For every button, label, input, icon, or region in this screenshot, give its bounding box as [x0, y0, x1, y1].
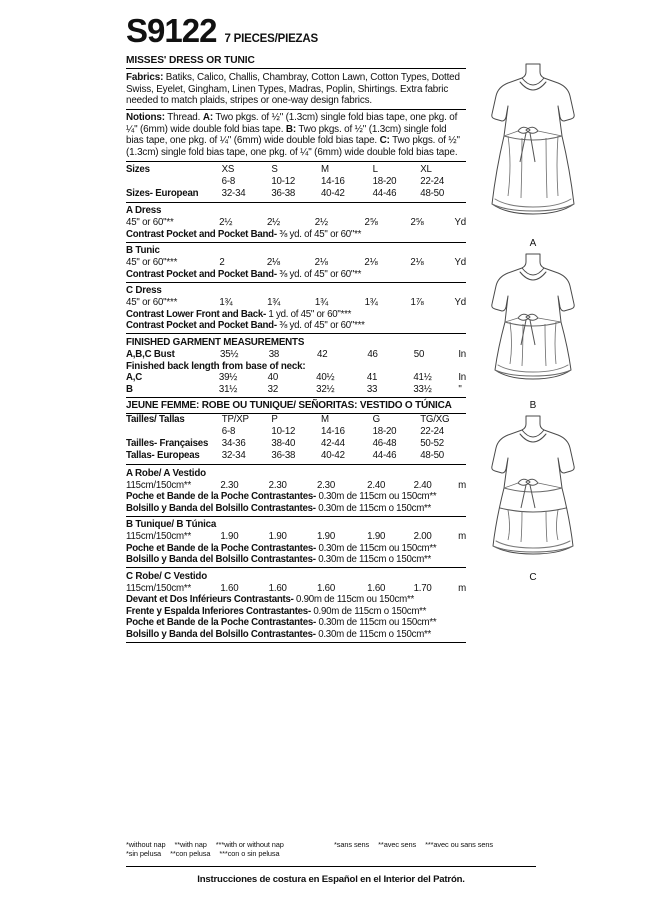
size-letter: S	[271, 164, 278, 176]
contrast-note	[126, 491, 466, 503]
footnote-sin-pelusa: *sin pelusa	[126, 849, 162, 859]
yardage-table	[126, 297, 466, 309]
content-column	[126, 55, 466, 644]
notions-label: Notions:	[126, 112, 165, 124]
contrast-note	[126, 594, 466, 606]
table-row	[126, 372, 466, 384]
sizes-table-english	[126, 164, 466, 200]
size-letter: M	[321, 413, 329, 425]
back-length-unit: "	[458, 384, 462, 396]
yardage-unit: Yd	[454, 297, 466, 309]
fabric-width-label: 45" or 60"**	[126, 217, 174, 229]
divider	[126, 516, 466, 517]
size-french: 34-36	[221, 437, 246, 449]
sizes-european-label: Sizes- European	[126, 188, 199, 200]
size-letter: L	[372, 164, 378, 176]
divider	[126, 282, 466, 283]
yardage-value: 1.60	[367, 582, 386, 594]
divider	[126, 866, 536, 867]
divider	[126, 333, 466, 334]
yardage-value: 1.90	[316, 531, 336, 543]
contrast-note-value: 0.30m de 115cm o 150cm**	[315, 554, 432, 566]
empty-cell	[126, 176, 222, 188]
back-length-value: 33	[366, 384, 378, 396]
contrast-note-label: Contrast Pocket and Pocket Band-	[126, 268, 277, 280]
back-length-table	[126, 372, 466, 396]
size-number: 18-20	[372, 176, 397, 188]
size-letter: XL	[420, 164, 432, 176]
contrast-note-value: 1 yd. of 45" or 60"***	[265, 308, 352, 320]
language-band: JEUNE FEMME: ROBE OU TUNIQUE/ SEÑORITAS: VESTIDO O TÚNICA	[126, 397, 466, 414]
yardage-value: 2⅛	[364, 257, 378, 269]
yardage-heading: A Dress	[126, 205, 162, 217]
contrast-note-value: ⅜ yd. of 45" or 60"**	[276, 228, 362, 240]
fabrics-paragraph	[126, 72, 466, 109]
size-number: 10-12	[271, 176, 296, 188]
back-length-value: 40	[267, 372, 279, 384]
fabric-width-label: 45" or 60"***	[126, 297, 178, 309]
fabric-width-label: 45" or 60"***	[126, 257, 178, 269]
notions-view-b: B:	[285, 123, 297, 135]
yardage-value: 1¾	[219, 297, 233, 309]
yardage-unit: m	[458, 479, 466, 491]
sizes-intl-label: Tailles/ Tallas	[126, 413, 185, 425]
footnote-english	[126, 840, 334, 849]
contrast-note	[126, 309, 466, 321]
yardage-unit: m	[458, 582, 466, 594]
yardage-block-c	[126, 284, 466, 332]
contrast-note	[126, 503, 466, 515]
yardage-value: 1.60	[316, 582, 336, 594]
sizes-table-international	[126, 414, 466, 462]
yardage-value: 2⅝	[410, 217, 424, 229]
yardage-value: 1.60	[220, 582, 239, 594]
yardage-block-a	[126, 204, 466, 240]
table-row	[126, 188, 466, 200]
empty-cell	[126, 426, 222, 438]
yardage-value: 1.70	[413, 582, 432, 594]
back-length-unit: In	[458, 372, 466, 384]
yardage-value: 2½	[266, 217, 281, 229]
finished-measurements-block	[126, 336, 466, 396]
yardage-value: 1¾	[314, 297, 328, 309]
back-length-value: 41	[366, 372, 378, 384]
yardage-unit: Yd	[454, 257, 466, 269]
bust-unit: In	[458, 348, 466, 360]
table-row	[126, 426, 466, 438]
back-length-b-label: B	[126, 384, 133, 396]
footnote-row-1	[126, 840, 536, 849]
contrast-note	[126, 229, 466, 241]
contrast-note-label: Bolsillo y Banda del Bolsillo Contrastantes-	[126, 554, 316, 566]
contrast-note-label: Contrast Pocket and Pocket Band-	[126, 320, 277, 332]
table-row	[126, 582, 466, 594]
yardage-value: 2½	[219, 217, 233, 229]
table-row	[126, 349, 466, 361]
table-row	[126, 479, 466, 491]
bust-label: A,B,C Bust	[126, 348, 175, 360]
size-letter: TP/XP	[221, 413, 249, 425]
contrast-note-label: Poche et Bande de la Poche Contrastantes-	[126, 491, 317, 503]
contrast-note-label: Poche et Bande de la Poche Contrastantes-	[126, 542, 317, 554]
divider	[126, 202, 466, 203]
size-european: 32-34	[221, 188, 246, 200]
size-letter: M	[320, 164, 329, 176]
yardage-table	[126, 479, 466, 491]
contrast-note-value: 0.30m de 115cm ou 150cm**	[316, 617, 437, 629]
contrast-note	[126, 269, 466, 281]
table-row	[126, 414, 466, 426]
table-row	[126, 438, 466, 450]
yardage-unit: m	[458, 531, 466, 543]
contrast-note	[126, 543, 466, 555]
contrast-note	[126, 320, 466, 332]
table-row	[126, 297, 466, 309]
yardage-heading: C Robe/ C Vestido	[126, 570, 207, 582]
contrast-note-value: ⅜ yd. of 45" or 60"***	[276, 320, 365, 332]
notions-view-c: C:	[379, 135, 390, 147]
yardage-value: 2	[219, 257, 225, 269]
contrast-note-label: Poche et Bande de la Poche Contrastantes-	[126, 617, 317, 629]
illustration-caption: A	[529, 238, 537, 249]
notions-paragraph	[126, 112, 466, 161]
yardage-value: 1.60	[268, 582, 287, 594]
footnote-with-or-without-nap: ***with or without nap	[215, 840, 284, 849]
notions-text-3: Two pkgs. of ½" (1.3cm) single fold bias tape, one pkg. of ¼" (6mm) wide double fold bias tape.	[126, 123, 447, 147]
yardage-value: 2.40	[413, 479, 432, 491]
yardage-value: 2⅛	[410, 257, 424, 269]
footnote-with-nap: **with nap	[174, 840, 207, 849]
dress-line-drawing-c	[478, 410, 588, 570]
sizes-european-intl-label: Tallas- Europeas	[126, 449, 200, 461]
yardage-block-b	[126, 244, 466, 280]
size-letter: TG/XG	[420, 413, 450, 425]
table-row	[126, 384, 466, 396]
notions-text-2: Two pkgs. of ½" (1.3cm) single fold bias tape, one pkg. of ¼" (6mm) wide double fold bias tape.	[126, 112, 458, 135]
table-row	[126, 450, 466, 462]
pattern-number: S9122	[126, 12, 217, 49]
illustration-view-b	[478, 248, 588, 411]
yardage-value: 2.00	[413, 531, 432, 543]
size-european: 48-50	[420, 449, 444, 461]
size-european: 40-42	[321, 449, 345, 461]
size-number: 22-24	[420, 425, 444, 437]
contrast-note-value: 0.90m de 115cm ou 150cm**	[293, 594, 415, 606]
page-title: MISSES' DRESS OR TUNIC	[126, 55, 466, 69]
illustration-caption: B	[529, 400, 537, 411]
yardage-table	[126, 257, 466, 269]
contrast-note	[126, 554, 466, 566]
back-length-value: 32½	[316, 384, 335, 396]
contrast-note-value: 0.90m de 115cm o 150cm**	[310, 605, 427, 617]
contrast-note	[126, 606, 466, 618]
size-number: 10-12	[271, 425, 296, 437]
notions-text-1: Thread.	[164, 112, 203, 124]
yardage-value: 1¾	[364, 297, 378, 309]
size-letter: G	[372, 413, 380, 425]
yardage-intl-block-a	[126, 467, 466, 515]
yardage-value: 2.30	[220, 479, 239, 491]
bust-value: 50	[413, 348, 425, 360]
table-row	[126, 176, 466, 188]
yardage-value: 2.30	[268, 479, 287, 491]
fabric-width-label: 115cm/150cm**	[126, 582, 192, 594]
notions-text-4: Two pkgs. of ½" (1.3cm) single fold bias tape, one pkg. of ¼" (6mm) wide double fold bias tape.	[126, 135, 460, 159]
illustration-view-a	[478, 58, 588, 249]
contrast-note-label: Devant et Dos Inférieurs Contrastants-	[126, 594, 294, 606]
contrast-note-label: Bolsillo y Banda del Bolsillo Contrastantes-	[126, 502, 316, 514]
fabric-width-label: 115cm/150cm**	[126, 479, 192, 491]
back-length-value: 31½	[218, 384, 238, 396]
divider	[126, 567, 466, 568]
yardage-table	[126, 217, 466, 229]
finished-bust-table	[126, 349, 466, 361]
contrast-note-value: 0.30m de 115cm ou 150cm**	[316, 542, 437, 554]
yardage-value: 2.40	[367, 479, 386, 491]
sizes-french-label: Tailles- Françaises	[126, 437, 209, 449]
table-row	[126, 257, 466, 269]
back-length-value: 41½	[413, 372, 432, 384]
size-french: 38-40	[271, 437, 296, 449]
size-european: 40-42	[320, 188, 345, 200]
fabric-width-label: 115cm/150cm**	[126, 531, 192, 543]
bust-value: 46	[367, 348, 378, 360]
contrast-note-value: 0.30m de 115cm ou 150cm**	[316, 491, 437, 503]
size-european: 48-50	[420, 188, 445, 200]
divider	[126, 242, 466, 243]
yardage-value: 2⅛	[266, 257, 280, 269]
yardage-value: 2⅛	[314, 257, 328, 269]
yardage-heading: C Dress	[126, 285, 162, 297]
divider	[126, 161, 466, 162]
yardage-unit: Yd	[454, 217, 466, 229]
footnote-sans-sens: *sans sens	[334, 840, 370, 849]
notions-view-a: A:	[202, 112, 213, 124]
size-letter: XS	[221, 164, 235, 176]
size-french: 50-52	[420, 437, 444, 449]
tunic-line-drawing-b	[478, 248, 588, 398]
dress-line-drawing-a	[478, 58, 588, 236]
yardage-table	[126, 531, 466, 543]
back-length-value: 39½	[218, 372, 238, 384]
contrast-note-value: 0.30m de 115cm o 150cm**	[315, 628, 432, 640]
size-number: 6-8	[221, 425, 236, 437]
footnote-without-nap: *without nap	[126, 840, 166, 849]
spanish-instructions-note: Instrucciones de costura en Español en el Interior del Patrón.	[197, 874, 465, 885]
footnote-row-2	[126, 849, 536, 858]
size-european: 36-38	[271, 449, 296, 461]
contrast-note-value: ⅜ yd. of 45" or 60"**	[276, 268, 362, 280]
size-european: 36-38	[271, 188, 296, 200]
back-length-heading: Finished back length from base of neck:	[126, 360, 306, 372]
illustration-caption: C	[529, 572, 537, 583]
divider	[126, 464, 466, 465]
bust-value: 38	[268, 348, 280, 360]
footnote-avec-ou-sans-sens: ***avec ou sans sens	[425, 840, 493, 849]
footnotes	[126, 840, 536, 859]
divider	[126, 109, 466, 110]
fabrics-label: Fabrics:	[126, 72, 164, 83]
yardage-value: 1.90	[220, 531, 239, 543]
size-number: 14-16	[320, 176, 345, 188]
contrast-note-label: Bolsillo y Banda del Bolsillo Contrastantes-	[126, 628, 316, 640]
footnote-spacer	[334, 849, 536, 858]
yardage-value: 2.30	[316, 479, 336, 491]
header	[126, 14, 526, 58]
table-row	[126, 217, 466, 229]
contrast-note-label: Contrast Pocket and Pocket Band-	[126, 228, 277, 240]
yardage-table	[126, 582, 466, 594]
finished-measurements-heading: FINISHED GARMENT MEASUREMENTS	[126, 336, 305, 348]
contrast-note-label: Contrast Lower Front and Back-	[126, 308, 266, 320]
yardage-heading: A Robe/ A Vestido	[126, 467, 206, 479]
piece-count: 7 PIECES/PIEZAS	[224, 33, 318, 45]
bust-value: 42	[317, 348, 328, 360]
size-french: 46-48	[372, 437, 397, 449]
table-row	[126, 531, 466, 543]
size-european: 32-34	[221, 449, 246, 461]
yardage-value: 2⅝	[364, 217, 378, 229]
yardage-value: 1¾	[267, 297, 281, 309]
contrast-note	[126, 617, 466, 629]
size-number: 6-8	[221, 176, 236, 188]
yardage-value: 2½	[314, 217, 328, 229]
size-letter: P	[271, 413, 278, 425]
contrast-note	[126, 629, 466, 641]
size-european: 44-46	[372, 449, 397, 461]
bust-value: 35½	[220, 348, 239, 360]
size-number: 14-16	[321, 425, 345, 437]
back-length-value: 40½	[316, 372, 335, 384]
size-french: 42-44	[321, 437, 345, 449]
back-length-value: 32	[267, 384, 279, 396]
divider	[126, 642, 466, 643]
footnote-french	[334, 840, 536, 849]
yardage-intl-block-b	[126, 518, 466, 566]
footnote-con-pelusa: **con pelusa	[170, 849, 211, 859]
fabrics-text: Batiks, Calico, Challis, Chambray, Cotton Lawn, Cotton Types, Dotted Swiss, Eyelet, Gingham, Linen Types, Madras, Poplin, Shirtings. Extra fabric needed to match plaids, stripes or one-way design fabrics.	[126, 72, 460, 107]
yardage-value: 1⅞	[410, 297, 424, 309]
size-european: 44-46	[372, 188, 397, 200]
footnote-avec-sens: **avec sens	[378, 840, 417, 849]
footnote-con-o-sin-pelusa: ***con o sin pelusa	[219, 849, 280, 859]
footnote-spanish	[126, 849, 334, 858]
size-number: 22-24	[420, 176, 445, 188]
illustration-view-c	[478, 410, 588, 583]
contrast-note-label: Frente y Espalda Inferiores Contrastantes-	[126, 605, 311, 617]
contrast-note-value: 0.30m de 115cm o 150cm**	[315, 502, 432, 514]
table-row	[126, 164, 466, 176]
yardage-heading: B Tunique/ B Túnica	[126, 519, 217, 531]
back-length-value: 33½	[413, 384, 432, 396]
back-length-ac-label: A,C	[126, 372, 143, 384]
yardage-value: 1.90	[367, 531, 386, 543]
yardage-intl-block-c	[126, 570, 466, 641]
yardage-heading: B Tunic	[126, 245, 160, 257]
sizes-label: Sizes	[126, 164, 150, 176]
size-number: 18-20	[372, 425, 397, 437]
yardage-value: 1.90	[268, 531, 287, 543]
